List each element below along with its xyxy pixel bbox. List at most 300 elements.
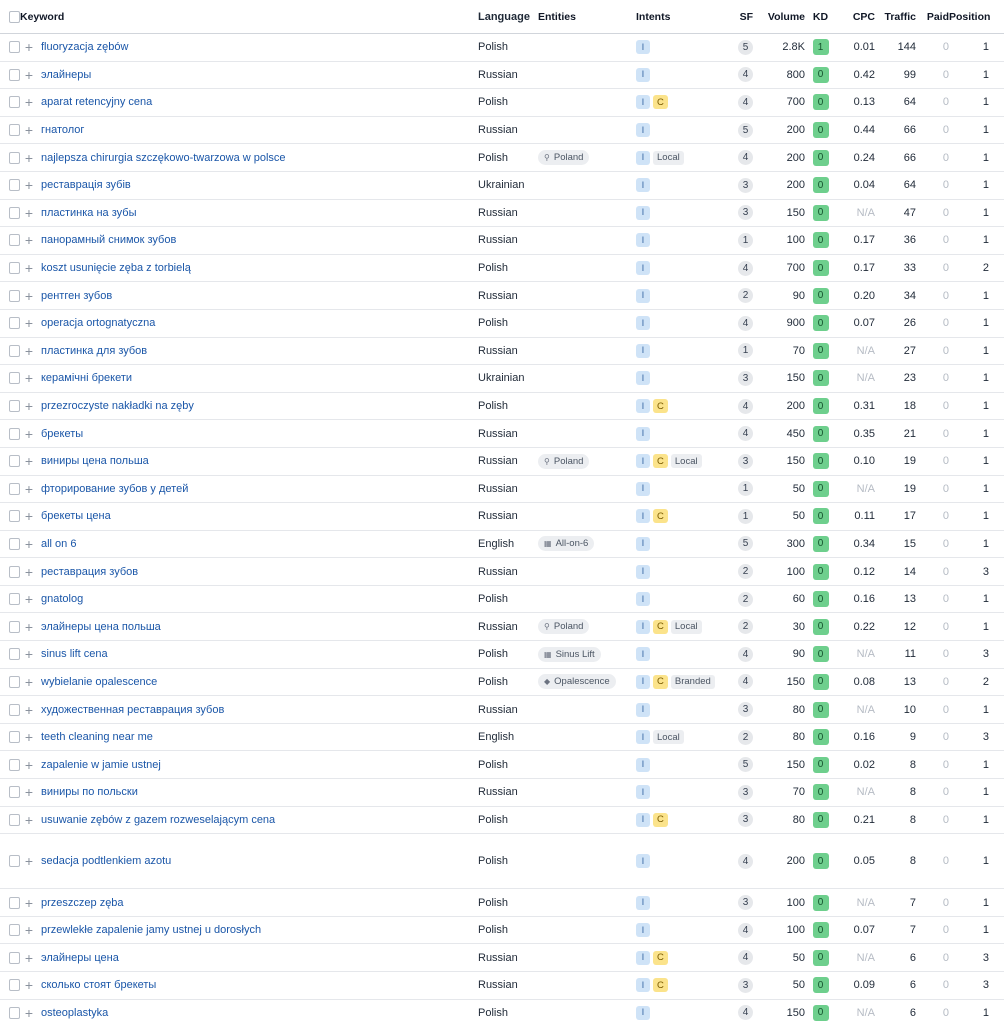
kd-cell — [805, 674, 836, 690]
kd-cell — [805, 1005, 836, 1021]
kd-cell — [805, 426, 836, 442]
row-checkbox[interactable] — [9, 152, 20, 164]
table-row — [0, 503, 1004, 531]
sf-cell — [729, 40, 753, 55]
cpc-cell: N/A — [856, 703, 875, 716]
kd-badge: 0 — [813, 564, 829, 580]
paid-cell: 0 — [942, 427, 949, 440]
volume-cell: 2.8K — [782, 41, 805, 54]
serp-features-count[interactable]: 2 — [738, 564, 753, 579]
add-keyword-plus-icon[interactable]: + — [24, 177, 34, 194]
sf-cell — [729, 978, 753, 993]
keyword-link[interactable]: przeszczep zęba — [41, 896, 124, 909]
row-checkbox[interactable] — [9, 207, 20, 219]
volume-cell: 150 — [786, 675, 805, 688]
row-checkbox[interactable] — [9, 124, 20, 136]
row-checkbox[interactable] — [9, 179, 20, 191]
entity-chip[interactable] — [538, 619, 589, 634]
add-keyword-plus-icon[interactable]: + — [24, 646, 34, 663]
keyword-link[interactable]: брекеты цена — [41, 510, 111, 523]
intent-informational-badge: I — [636, 178, 650, 192]
serp-features-count[interactable]: 4 — [738, 95, 753, 110]
keyword-link[interactable]: fluoryzacja zębów — [41, 41, 129, 54]
cpc-cell: 0.31 — [853, 400, 875, 413]
add-keyword-plus-icon[interactable]: + — [24, 425, 34, 442]
row-checkbox[interactable] — [9, 455, 20, 467]
add-keyword-plus-icon[interactable]: + — [24, 784, 34, 801]
volume-cell: 450 — [786, 427, 805, 440]
language-cell: Russian — [478, 68, 518, 81]
keyword-link[interactable]: пластинка на зубы — [41, 206, 137, 219]
sf-cell — [729, 233, 753, 248]
row-checkbox[interactable] — [9, 317, 20, 329]
volume-cell: 100 — [786, 896, 805, 909]
kd-badge: 0 — [813, 591, 829, 607]
serp-features-count[interactable]: 1 — [738, 481, 753, 496]
cpc-cell: 0.16 — [853, 731, 875, 744]
keyword-link[interactable]: wybielanie opalescence — [41, 675, 158, 688]
intent-tag-badge: Local — [653, 151, 684, 165]
paid-cell: 0 — [942, 96, 949, 109]
intent-informational-badge: I — [636, 951, 650, 965]
add-keyword-plus-icon[interactable]: + — [24, 618, 34, 635]
add-keyword-plus-icon[interactable]: + — [24, 149, 34, 166]
row-checkbox[interactable] — [9, 290, 20, 302]
serp-features-count[interactable]: 3 — [738, 978, 753, 993]
sf-cell — [729, 923, 753, 938]
cpc-cell: N/A — [856, 344, 875, 357]
row-checkbox[interactable] — [9, 786, 20, 798]
keyword-cell — [38, 855, 478, 867]
sf-cell — [729, 536, 753, 551]
entity-chip[interactable] — [538, 454, 589, 469]
keyword-link[interactable]: przezroczyste nakładki na zęby — [41, 400, 194, 413]
keyword-link[interactable]: брекеты — [41, 427, 84, 440]
serp-features-count[interactable]: 4 — [738, 399, 753, 414]
keyword-link[interactable]: osteoplastyka — [41, 1006, 109, 1019]
intent-informational-badge: I — [636, 703, 650, 717]
cpc-cell: 0.35 — [853, 427, 875, 440]
volume-cell: 100 — [786, 924, 805, 937]
language-cell: Polish — [478, 896, 508, 909]
entity-label: Poland — [553, 455, 584, 467]
cpc-cell: 0.44 — [853, 124, 875, 137]
serp-features-count[interactable]: 5 — [738, 123, 753, 138]
kd-badge: 0 — [813, 922, 829, 938]
add-keyword-plus-icon[interactable]: + — [24, 729, 34, 746]
serp-features-count[interactable]: 4 — [738, 1005, 753, 1020]
row-checkbox[interactable] — [9, 924, 20, 936]
entity-chip[interactable] — [538, 674, 616, 689]
intent-informational-badge: I — [636, 95, 650, 109]
keyword-link[interactable]: sinus lift cena — [41, 648, 108, 661]
language-cell: Russian — [478, 620, 518, 633]
add-keyword-plus-icon[interactable]: + — [24, 232, 34, 249]
keyword-link[interactable]: пластинка для зубов — [41, 344, 148, 357]
serp-features-count[interactable]: 1 — [738, 343, 753, 358]
table-row — [0, 338, 1004, 366]
intents-cell — [636, 951, 729, 965]
keyword-link[interactable]: operacja ortognatyczna — [41, 317, 156, 330]
row-select-cell — [0, 855, 20, 867]
row-checkbox[interactable] — [9, 510, 20, 522]
add-keyword-plus-icon[interactable]: + — [24, 701, 34, 718]
paid-cell: 0 — [942, 289, 949, 302]
add-keyword-plus-icon[interactable]: + — [24, 315, 34, 332]
kd-cell — [805, 895, 836, 911]
keyword-link[interactable]: рентген зубов — [41, 289, 113, 302]
keyword-link[interactable]: реставрація зубів — [41, 179, 131, 192]
cpc-cell: 0.42 — [853, 68, 875, 81]
row-checkbox[interactable] — [9, 41, 20, 53]
kd-badge: 0 — [813, 315, 829, 331]
row-checkbox[interactable] — [9, 538, 20, 550]
keyword-link[interactable]: all on 6 — [41, 537, 77, 550]
language-cell: Russian — [478, 206, 518, 219]
sf-cell — [729, 316, 753, 331]
serp-features-count[interactable]: 3 — [738, 205, 753, 220]
traffic-cell: 19 — [903, 482, 916, 495]
table-row — [0, 558, 1004, 586]
row-checkbox[interactable] — [9, 621, 20, 633]
kd-badge: 0 — [813, 784, 829, 800]
keyword-link[interactable]: художественная реставрация зубов — [41, 703, 225, 716]
traffic-cell: 6 — [909, 1006, 916, 1019]
row-checkbox[interactable] — [9, 1007, 20, 1019]
table-row — [0, 613, 1004, 641]
paid-cell: 0 — [942, 179, 949, 192]
header-kd[interactable]: KD — [812, 10, 829, 23]
keyword-link[interactable]: элайнеры цена польша — [41, 620, 161, 633]
keyword-cell — [38, 234, 478, 246]
add-keyword-plus-icon[interactable]: + — [24, 370, 34, 387]
row-checkbox[interactable] — [9, 897, 20, 909]
volume-cell: 50 — [792, 951, 805, 964]
cpc-cell: 0.09 — [853, 979, 875, 992]
language-cell: Polish — [478, 317, 508, 330]
keyword-link[interactable]: usuwanie zębów z gazem rozweselającym cena — [41, 813, 276, 826]
kd-cell — [805, 205, 836, 221]
volume-cell: 100 — [786, 565, 805, 578]
add-keyword-plus-icon[interactable]: + — [24, 922, 34, 939]
serp-features-count[interactable]: 4 — [738, 316, 753, 331]
paid-cell: 0 — [942, 234, 949, 247]
cpc-cell: 0.07 — [853, 924, 875, 937]
volume-cell: 150 — [786, 372, 805, 385]
add-keyword-plus-icon[interactable]: + — [24, 853, 34, 870]
row-select-cell — [0, 41, 20, 53]
header-sf[interactable]: SF — [739, 10, 753, 23]
header-keyword[interactable]: Keyword — [20, 10, 65, 23]
keyword-link[interactable]: элайнеры цена — [41, 951, 119, 964]
sf-cell — [729, 592, 753, 607]
keyword-cell — [38, 593, 478, 605]
keyword-link[interactable]: виниры цена польша — [41, 455, 149, 468]
traffic-cell: 64 — [903, 179, 916, 192]
keyword-cell — [38, 648, 478, 660]
sf-cell — [729, 288, 753, 303]
table-row — [0, 807, 1004, 835]
row-select-cell — [0, 455, 20, 467]
serp-features-count[interactable]: 4 — [738, 150, 753, 165]
keyword-link[interactable]: виниры по польски — [41, 786, 138, 799]
keyword-link[interactable]: zapalenie w jamie ustnej — [41, 758, 161, 771]
keyword-link[interactable]: фторирование зубов у детей — [41, 482, 189, 495]
row-checkbox[interactable] — [9, 234, 20, 246]
intent-commercial-badge: C — [653, 620, 668, 634]
sf-cell — [729, 67, 753, 82]
keyword-link[interactable]: sedacja podtlenkiem azotu — [41, 855, 172, 868]
row-checkbox[interactable] — [9, 372, 20, 384]
row-checkbox[interactable] — [9, 483, 20, 495]
row-checkbox[interactable] — [9, 759, 20, 771]
intent-informational-badge: I — [636, 1006, 650, 1020]
paid-cell: 0 — [942, 593, 949, 606]
row-checkbox[interactable] — [9, 855, 20, 867]
intent-informational-badge: I — [636, 923, 650, 937]
serp-features-count[interactable]: 4 — [738, 854, 753, 869]
serp-features-count[interactable]: 2 — [738, 619, 753, 634]
sf-cell — [729, 730, 753, 745]
table-row — [0, 641, 1004, 669]
row-checkbox[interactable] — [9, 979, 20, 991]
select-all-cell — [0, 11, 20, 23]
paid-cell: 0 — [942, 855, 949, 868]
sf-cell — [729, 205, 753, 220]
serp-features-count[interactable]: 5 — [738, 757, 753, 772]
serp-features-count[interactable]: 4 — [738, 426, 753, 441]
intent-informational-badge: I — [636, 40, 650, 54]
keyword-link[interactable]: teeth cleaning near me — [41, 731, 153, 744]
add-keyword-plus-icon[interactable]: + — [24, 342, 34, 359]
traffic-cell: 144 — [897, 41, 916, 54]
serp-features-count[interactable]: 1 — [738, 233, 753, 248]
intents-cell — [636, 509, 729, 523]
serp-features-count[interactable]: 3 — [738, 812, 753, 827]
serp-features-count[interactable]: 5 — [738, 40, 753, 55]
add-keyword-plus-icon[interactable]: + — [24, 591, 34, 608]
volume-cell: 150 — [786, 206, 805, 219]
kd-cell — [805, 977, 836, 993]
keyword-link[interactable]: гнатолог — [41, 124, 85, 137]
table-row — [0, 420, 1004, 448]
row-checkbox[interactable] — [9, 400, 20, 412]
volume-cell: 70 — [792, 344, 805, 357]
keyword-cell — [38, 731, 478, 743]
kd-badge: 0 — [813, 977, 829, 993]
add-keyword-plus-icon[interactable]: + — [24, 287, 34, 304]
language-cell: Ukrainian — [478, 179, 525, 192]
add-keyword-plus-icon[interactable]: + — [24, 949, 34, 966]
paid-cell: 0 — [942, 951, 949, 964]
kd-badge: 0 — [813, 812, 829, 828]
add-keyword-plus-icon[interactable]: + — [24, 756, 34, 773]
row-checkbox[interactable] — [9, 428, 20, 440]
row-checkbox[interactable] — [9, 96, 20, 108]
keyword-link[interactable]: реставрация зубов — [41, 565, 139, 578]
entity-chip[interactable] — [538, 536, 594, 551]
keyword-link[interactable]: koszt usunięcie zęba z torbielą — [41, 262, 191, 275]
paid-cell: 0 — [942, 896, 949, 909]
serp-features-count[interactable]: 3 — [738, 454, 753, 469]
header-position[interactable]: Position — [949, 10, 991, 23]
serp-features-count[interactable]: 4 — [738, 647, 753, 662]
add-keyword-plus-icon[interactable]: + — [24, 535, 34, 552]
sf-cell — [729, 674, 753, 689]
traffic-cell: 7 — [909, 896, 916, 909]
serp-features-count[interactable]: 5 — [738, 536, 753, 551]
kd-badge: 0 — [813, 205, 829, 221]
entity-chip[interactable] — [538, 150, 589, 165]
intents-cell — [636, 95, 729, 109]
row-checkbox[interactable] — [9, 648, 20, 660]
entity-chip[interactable] — [538, 647, 601, 662]
header-language[interactable]: Language — [478, 10, 530, 23]
intent-informational-badge: I — [636, 206, 650, 220]
position-cell: 1 — [982, 455, 989, 468]
volume-cell: 80 — [792, 703, 805, 716]
position-cell: 1 — [982, 234, 989, 247]
row-checkbox[interactable] — [9, 593, 20, 605]
intents-cell — [636, 923, 729, 937]
row-checkbox[interactable] — [9, 262, 20, 274]
add-keyword-plus-icon[interactable]: + — [24, 453, 34, 470]
serp-features-count[interactable]: 4 — [738, 261, 753, 276]
add-keyword-plus-icon[interactable]: + — [24, 94, 34, 111]
header-traffic[interactable]: Traffic — [884, 10, 916, 23]
kd-cell — [805, 67, 836, 83]
add-keyword-plus-icon[interactable]: + — [24, 398, 34, 415]
serp-features-count[interactable]: 3 — [738, 371, 753, 386]
add-keyword-plus-icon[interactable]: + — [24, 480, 34, 497]
add-keyword-plus-icon[interactable]: + — [24, 894, 34, 911]
traffic-cell: 36 — [903, 234, 916, 247]
intents-cell — [636, 123, 729, 137]
header-cpc[interactable]: CPC — [852, 10, 875, 23]
volume-cell: 700 — [786, 96, 805, 109]
position-cell: 1 — [982, 400, 989, 413]
row-checkbox[interactable] — [9, 676, 20, 688]
add-keyword-plus-icon[interactable]: + — [24, 811, 34, 828]
header-intents[interactable]: Intents — [636, 10, 671, 23]
sf-cell — [729, 426, 753, 441]
select-all-checkbox[interactable] — [9, 11, 20, 23]
volume-cell: 900 — [786, 317, 805, 330]
keyword-link[interactable]: gnatolog — [41, 593, 84, 606]
serp-features-count[interactable]: 2 — [738, 730, 753, 745]
position-cell: 3 — [982, 565, 989, 578]
add-keyword-plus-icon[interactable]: + — [24, 66, 34, 83]
intents-cell — [636, 206, 729, 220]
traffic-cell: 11 — [904, 648, 916, 661]
serp-features-count[interactable]: 3 — [738, 785, 753, 800]
add-keyword-plus-icon[interactable]: + — [24, 122, 34, 139]
add-keyword-plus-icon[interactable]: + — [24, 260, 34, 277]
header-volume[interactable]: Volume — [767, 10, 805, 23]
intents-cell — [636, 978, 729, 992]
keyword-cell — [38, 952, 478, 964]
position-cell: 1 — [982, 344, 989, 357]
add-keyword-plus-icon[interactable]: + — [24, 204, 34, 221]
keyword-link[interactable]: przewlekłe zapalenie jamy ustnej u dorosłych — [41, 924, 262, 937]
intents-cell — [636, 896, 729, 910]
kd-badge: 0 — [813, 426, 829, 442]
kd-cell — [805, 591, 836, 607]
add-keyword-plus-icon[interactable]: + — [24, 1004, 34, 1021]
serp-features-count[interactable]: 2 — [738, 288, 753, 303]
serp-features-count[interactable]: 3 — [738, 702, 753, 717]
serp-features-count[interactable]: 4 — [738, 674, 753, 689]
kd-cell — [805, 950, 836, 966]
paid-cell: 0 — [942, 455, 949, 468]
header-entities[interactable]: Entities — [538, 10, 576, 23]
language-cell: Russian — [478, 344, 518, 357]
row-select-cell — [0, 952, 20, 964]
intent-tag-badge: Local — [671, 454, 702, 468]
row-select-cell — [0, 648, 20, 660]
cpc-cell: 0.17 — [853, 234, 875, 247]
row-select-cell — [0, 262, 20, 274]
paid-cell: 0 — [942, 537, 949, 550]
kd-cell — [805, 702, 836, 718]
intents-cell — [636, 813, 729, 827]
volume-cell: 50 — [792, 510, 805, 523]
keyword-link[interactable]: сколько стоят брекеты — [41, 979, 157, 992]
keyword-link[interactable]: панорамный снимок зубов — [41, 234, 177, 247]
volume-cell: 700 — [786, 262, 805, 275]
cpc-cell: N/A — [856, 482, 875, 495]
keyword-link[interactable]: najlepsza chirurgia szczękowo-twarzowa w polsce — [41, 151, 286, 164]
row-select-cell — [0, 786, 20, 798]
volume-cell: 90 — [792, 648, 805, 661]
row-checkbox[interactable] — [9, 345, 20, 357]
add-keyword-plus-icon[interactable]: + — [24, 508, 34, 525]
position-cell: 1 — [982, 96, 989, 109]
row-select-cell — [0, 759, 20, 771]
row-checkbox[interactable] — [9, 566, 20, 578]
traffic-cell: 8 — [909, 758, 916, 771]
row-checkbox[interactable] — [9, 704, 20, 716]
add-keyword-plus-icon[interactable]: + — [24, 39, 34, 56]
intent-commercial-badge: C — [653, 675, 668, 689]
row-checkbox[interactable] — [9, 952, 20, 964]
row-checkbox[interactable] — [9, 814, 20, 826]
serp-features-count[interactable]: 1 — [738, 509, 753, 524]
position-cell: 3 — [982, 648, 989, 661]
serp-features-count[interactable]: 4 — [738, 923, 753, 938]
intent-commercial-badge: C — [653, 978, 668, 992]
add-keyword-plus-icon[interactable]: + — [24, 563, 34, 580]
serp-features-count[interactable]: 4 — [738, 67, 753, 82]
add-keyword-plus-icon[interactable]: + — [24, 977, 34, 994]
keyword-link[interactable]: элайнеры — [41, 68, 92, 81]
sf-cell — [729, 454, 753, 469]
intent-informational-badge: I — [636, 758, 650, 772]
keyword-link[interactable]: керамічні брекети — [41, 372, 133, 385]
add-keyword-plus-icon[interactable]: + — [24, 673, 34, 690]
keyword-link[interactable]: aparat retencyjny cena — [41, 96, 153, 109]
serp-features-count[interactable]: 3 — [738, 895, 753, 910]
row-select-cell — [0, 345, 20, 357]
row-checkbox[interactable] — [9, 69, 20, 81]
serp-features-count[interactable]: 4 — [738, 950, 753, 965]
header-paid[interactable]: Paid — [926, 10, 949, 23]
serp-features-count[interactable]: 3 — [738, 178, 753, 193]
row-checkbox[interactable] — [9, 731, 20, 743]
serp-features-count[interactable]: 2 — [738, 592, 753, 607]
row-select-cell — [0, 731, 20, 743]
paid-cell: 0 — [942, 151, 949, 164]
